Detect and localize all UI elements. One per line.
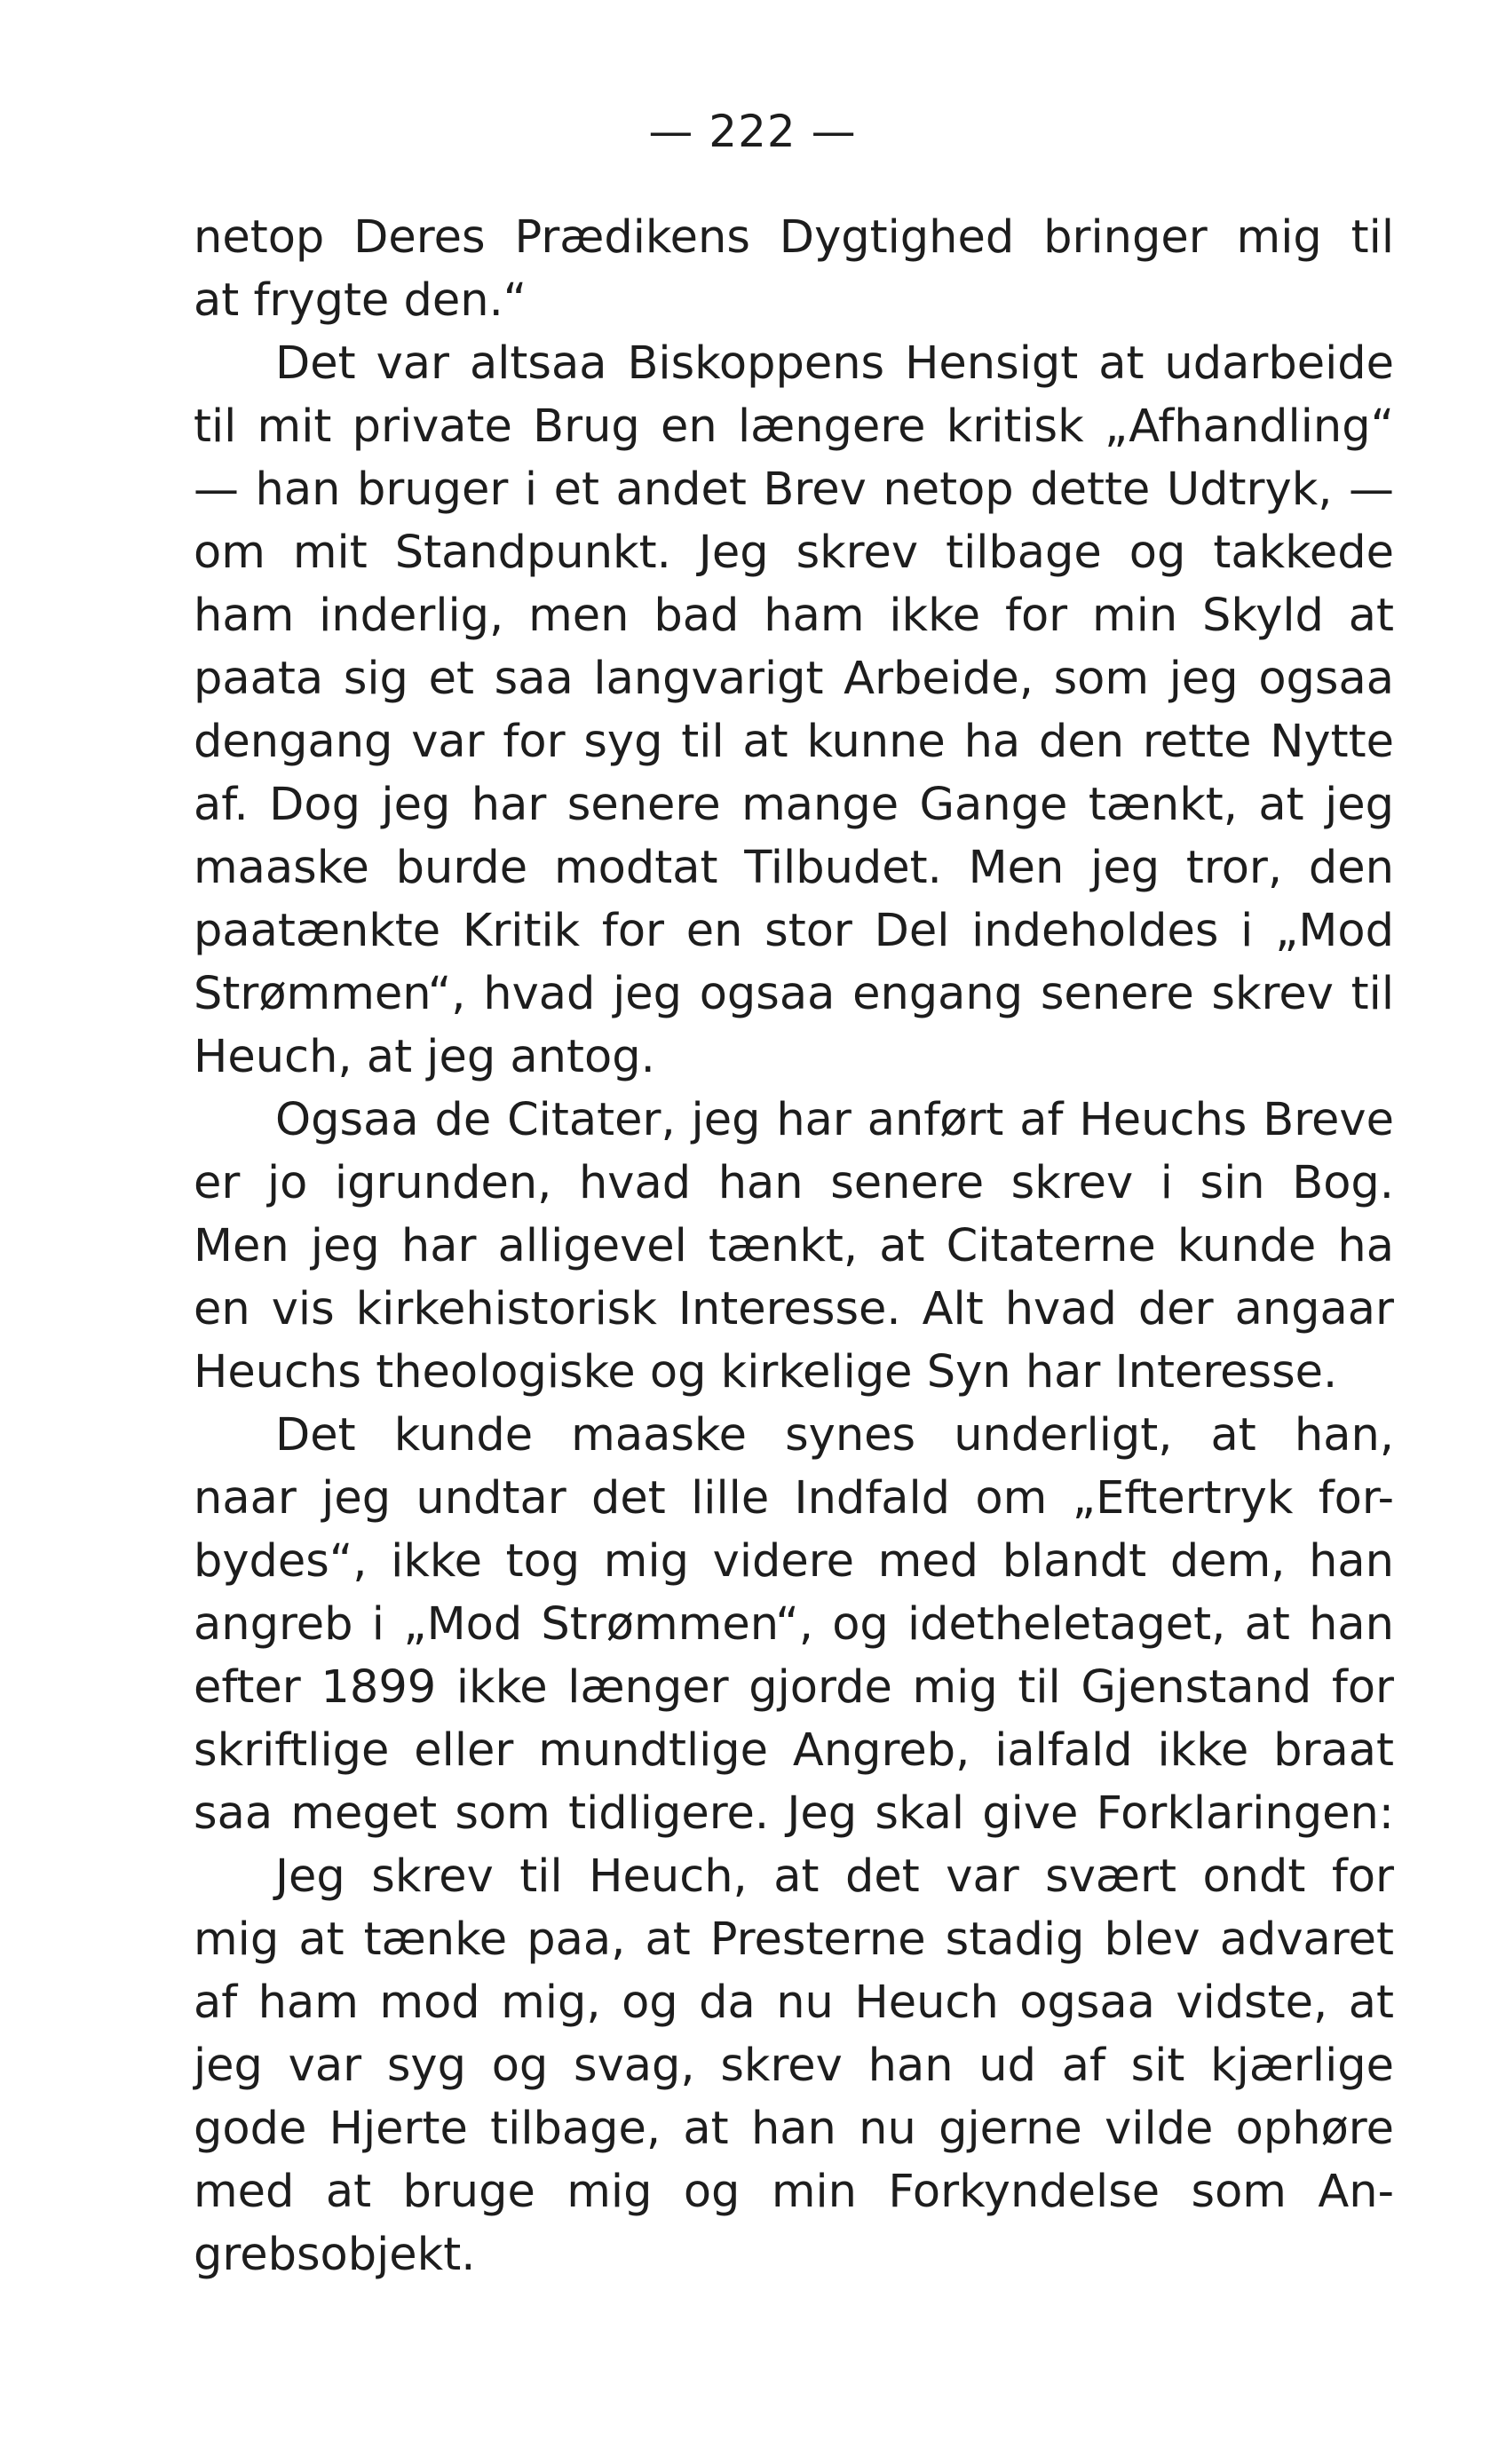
text-line: dengang var for syg til at kunne ha den rette Nytte: [194, 716, 1394, 768]
text-line: af ham mod mig, og da nu Heuch ogsaa vidste, at: [194, 1977, 1394, 2029]
text-line: Det var altsaa Biskoppens Hensigt at udarbeide: [275, 337, 1394, 390]
text-line: netop Deres Prædikens Dygtighed bringer mig til: [194, 211, 1394, 264]
text-line: Strømmen“, hvad jeg ogsaa engang senere skrev til: [194, 968, 1394, 1020]
text-line: bydes“, ikke tog mig videre med blandt dem, han: [194, 1535, 1394, 1588]
text-line: en vis kirkehistorisk Interesse. Alt hvad der angaar: [194, 1283, 1394, 1335]
text-line: saa meget som tidligere. Jeg skal give Forklaringen:: [194, 1787, 1394, 1840]
text-line: paatænkte Kritik for en stor Del indeholdes i „Mod: [194, 905, 1394, 957]
text-line: med at bruge mig og min Forkyndelse som An-: [194, 2166, 1394, 2218]
text-line: maaske burde modtat Tilbudet. Men jeg tror, den: [194, 842, 1394, 894]
text-line: til mit private Brug en længere kritisk „Afhandling“: [194, 400, 1394, 453]
text-line: Det kunde maaske synes underligt, at han,: [275, 1409, 1394, 1462]
text-line: skriftlige eller mundtlige Angreb, ialfald ikke braat: [194, 1724, 1394, 1777]
text-line: Heuchs theologiske og kirkelige Syn har Interesse.: [194, 1346, 1338, 1398]
text-line: Heuch, at jeg antog.: [194, 1031, 655, 1083]
page-number: — 222 —: [648, 106, 857, 157]
text-line: mig at tænke paa, at Presterne stadig blev advaret: [194, 1913, 1394, 1966]
text-line: efter 1899 ikke længer gjorde mig til Gjenstand for: [194, 1661, 1394, 1714]
text-line: ham inderlig, men bad ham ikke for min Skyld at: [194, 590, 1394, 642]
text-line: er jo igrunden, hvad han senere skrev i sin Bog.: [194, 1157, 1394, 1209]
text-line: paata sig et saa langvarigt Arbeide, som jeg ogsaa: [194, 653, 1394, 705]
text-line: jeg var syg og svag, skrev han ud af sit kjærlige: [194, 2040, 1394, 2092]
text-line: angreb i „Mod Strømmen“, og idetheletaget, at han: [194, 1598, 1394, 1651]
text-line: grebsobjekt.: [194, 2229, 476, 2281]
text-line: naar jeg undtar det lille Indfald om „Eftertryk for-: [194, 1472, 1394, 1525]
text-line: af. Dog jeg har senere mange Gange tænkt, at jeg: [194, 779, 1394, 831]
text-line: Men jeg har alligevel tænkt, at Citaterne kunde ha: [194, 1220, 1394, 1272]
text-line: — han bruger i et andet Brev netop dette Udtryk, —: [194, 463, 1394, 516]
text-line: gode Hjerte tilbage, at han nu gjerne vilde ophøre: [194, 2103, 1394, 2155]
text-line: at frygte den.“: [194, 274, 527, 327]
body-text: [194, 206, 1394, 2286]
text-line: Ogsaa de Citater, jeg har anført af Heuchs Breve: [275, 1094, 1394, 1146]
text-line: om mit Standpunkt. Jeg skrev tilbage og takkede: [194, 527, 1394, 579]
text-line: Jeg skrev til Heuch, at det var svært ondt for: [275, 1850, 1394, 1903]
